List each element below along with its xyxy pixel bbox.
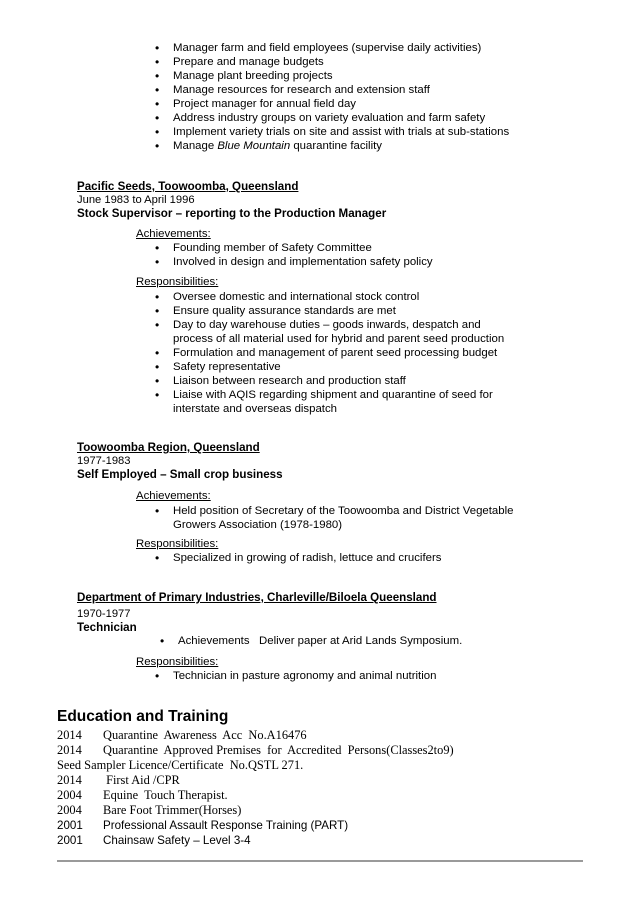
job-role: Technician bbox=[77, 621, 137, 634]
list-item: • Address industry groups on variety evaluation and farm safety bbox=[153, 111, 593, 125]
employment-dates: June 1983 to April 1996 bbox=[77, 194, 195, 206]
duties-list bbox=[153, 41, 593, 153]
education-year: 2001 bbox=[57, 819, 83, 832]
achievements-list bbox=[153, 241, 593, 269]
responsibilities-list bbox=[153, 290, 518, 416]
job-toowoomba bbox=[77, 441, 597, 482]
achievements-list bbox=[153, 504, 543, 532]
list-item: • Ensure quality assurance standards are met bbox=[153, 304, 518, 318]
list-item: • Technician in pasture agronomy and animal nutrition bbox=[153, 669, 593, 683]
list-item: • Liaison between research and production staff bbox=[153, 374, 518, 388]
education-year: 2014 bbox=[57, 773, 82, 787]
manage-prefix: Manage bbox=[173, 140, 218, 152]
responsibilities-label: Responsibilities: bbox=[136, 276, 219, 288]
responsibilities-label: Responsibilities: bbox=[136, 656, 219, 668]
list-item: • Formulation and management of parent seed processing budget bbox=[153, 346, 518, 360]
education-row bbox=[57, 743, 454, 758]
responsibilities-list bbox=[153, 551, 593, 565]
education-row bbox=[57, 758, 303, 773]
education-year: 2014 bbox=[57, 728, 82, 742]
list-item: • Prepare and manage budgets bbox=[153, 55, 593, 69]
achievements-inline bbox=[158, 634, 598, 648]
education-year: 2004 bbox=[57, 803, 82, 817]
footer-divider bbox=[57, 860, 583, 862]
job-role: Self Employed – Small crop business bbox=[77, 468, 283, 481]
list-item: • Project manager for annual field day bbox=[153, 97, 593, 111]
achievements-label: Achievements: bbox=[136, 228, 211, 240]
education-text: Bare Foot Trimmer(Horses) bbox=[103, 803, 242, 817]
list-item: • Achievements Deliver paper at Arid Lands Symposium. bbox=[158, 634, 598, 648]
education-text: Professional Assault Response Training (PART) bbox=[103, 819, 349, 832]
education-text: Chainsaw Safety – Level 3-4 bbox=[103, 834, 251, 847]
education-year: 2001 bbox=[57, 834, 83, 847]
education-row bbox=[57, 803, 241, 818]
achievements-label: Achievements: bbox=[136, 490, 211, 502]
list-item: • Liaise with AQIS regarding shipment and quarantine of seed for interstate and overseas dispatch bbox=[153, 388, 518, 416]
education-text: Quarantine Approved Premises for Accredited Persons(Classes2to9) bbox=[103, 743, 454, 757]
education-text: First Aid /CPR bbox=[103, 773, 180, 787]
job-pacific-seeds bbox=[77, 180, 597, 221]
manage-suffix: quarantine facility bbox=[290, 140, 382, 152]
list-item: • Founding member of Safety Committee bbox=[153, 241, 593, 255]
list-item: • Oversee domestic and international stock control bbox=[153, 290, 518, 304]
responsibilities-label: Responsibilities: bbox=[136, 538, 219, 550]
facility-name: Blue Mountain bbox=[217, 140, 291, 152]
employment-dates: 1977-1983 bbox=[77, 455, 131, 467]
education-year: 2004 bbox=[57, 788, 82, 802]
education-text: Quarantine Awareness Acc No.A16476 bbox=[103, 728, 307, 742]
education-text: Equine Touch Therapist. bbox=[103, 788, 228, 802]
education-year: 2014 bbox=[57, 743, 82, 757]
list-item: • Implement variety trials on site and assist with trials at sub-stations bbox=[153, 125, 593, 139]
list-item: • Specialized in growing of radish, lettuce and crucifers bbox=[153, 551, 593, 565]
employer-name: Pacific Seeds, Toowoomba, Queensland bbox=[77, 180, 299, 193]
education-row bbox=[57, 833, 251, 848]
list-item bbox=[153, 139, 593, 153]
list-item: • Day to day warehouse duties – goods inwards, despatch and process of all material used for hybrid and parent seed production bbox=[153, 318, 518, 346]
job-dpi bbox=[77, 591, 597, 635]
list-item: • Held position of Secretary of the Toowoomba and District Vegetable Growers Association (1978-1980) bbox=[153, 504, 543, 532]
list-item: • Safety representative bbox=[153, 360, 518, 374]
education-row bbox=[57, 773, 180, 788]
list-item: • Manager farm and field employees (supervise daily activities) bbox=[153, 41, 593, 55]
job-role: Stock Supervisor – reporting to the Production Manager bbox=[77, 207, 387, 220]
employer-name: Department of Primary Industries, Charleville/Biloela Queensland bbox=[77, 591, 437, 604]
section-heading-education: Education and Training bbox=[57, 708, 229, 725]
responsibilities-list bbox=[153, 669, 593, 683]
education-row bbox=[57, 728, 307, 743]
list-item: • Manage resources for research and extension staff bbox=[153, 83, 593, 97]
employment-dates: 1970-1977 bbox=[77, 608, 131, 620]
education-row bbox=[57, 788, 228, 803]
education-row bbox=[57, 818, 348, 833]
list-item: • Manage plant breeding projects bbox=[153, 69, 593, 83]
employer-name: Toowoomba Region, Queensland bbox=[77, 441, 260, 454]
list-item: • Involved in design and implementation safety policy bbox=[153, 255, 593, 269]
education-text: Seed Sampler Licence/Certificate No.QSTL 271. bbox=[57, 758, 304, 772]
